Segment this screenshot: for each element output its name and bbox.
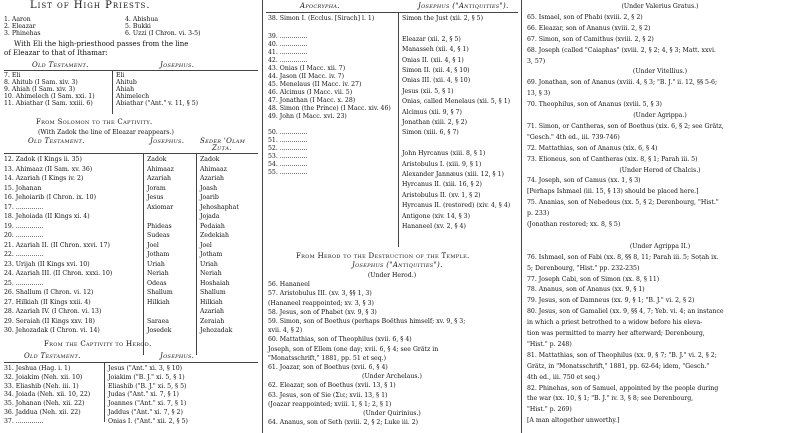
table-row: 25. .............. (4, 279, 44, 287)
list-item: the war (xx. 10, § 1; "B. J." iv. 3, § 8; see Derenbourg, (527, 395, 694, 403)
list-item: Grätz, in "Monatsschrift," 1881, pp. 62-64; idem, "Gesch." (527, 362, 710, 370)
list-item: 1. Aaron (4, 16, 31, 23)
table-row: Zeraiah (200, 317, 225, 325)
section-subheading: (Under Agrippa.) (633, 112, 687, 119)
table-row: Alcimus (xii. 9, § 7) (402, 108, 462, 116)
list-item: p. 233) (527, 210, 550, 218)
table-row: 26. Shallum (I Chron. vi. 12) (4, 289, 94, 296)
table-row: 47. Jonathan (I Macc. x. 28) (268, 97, 356, 104)
table-row: Hyrcanus II. (xiii. 16, § 2) (402, 181, 482, 189)
table-row: 50. .............. (268, 129, 308, 136)
list-item: 6. Uzzi (I Chron. vi. 3-5) (125, 30, 201, 37)
section-subheading: (Under Valerius Gratus.) (621, 3, 699, 10)
table-row: Neriah (147, 270, 169, 277)
section-subheading: (Under Herod.) (367, 272, 417, 279)
rule (266, 12, 518, 13)
table-row: Abiathar ("Ant." v. 11, § 5) (116, 100, 199, 107)
table-row: Uriah (147, 260, 165, 268)
column-divider (262, 0, 263, 433)
table-row: Phideas (147, 222, 172, 230)
table-row: 34. Joiada (Neh. xii. 10, 22) (4, 391, 91, 399)
table-row: Eliashib ("B. J." xi. 5, § 5) (108, 382, 187, 390)
table-row: 16. Jehoiarib (I Chron. ix. 10) (4, 194, 97, 201)
table-divider (112, 70, 113, 114)
table-row: Joram (147, 184, 166, 192)
list-item: (Joazar reappointed; xviii. 1, § 1; 2, § 1) (268, 400, 392, 408)
list-item: 67. Simon, son of Camithus (xviii. 2, § 2) (527, 35, 654, 43)
header-josephus: Josephus. (160, 61, 195, 69)
list-item: 78. Ananus, son of Ananus (xx. 9, § 1) (527, 286, 645, 294)
header-seder-olam: Seder 'Olam (200, 137, 246, 145)
header-apocrypha: Apocrypha. (300, 2, 340, 10)
table-row: 7. Eli (4, 72, 21, 79)
list-item: 13, § 3) (527, 90, 551, 98)
list-item: 77. Joseph Cabi, son of Simon (xx. 8, § 11) (527, 275, 660, 283)
list-item: [A man altogether unworthy.] (527, 417, 620, 425)
table-row: 35. Johanan (Neh. xii. 22) (4, 400, 85, 408)
list-item: 5. Bukki (125, 23, 151, 30)
table-row: Josedek (147, 327, 172, 334)
header-josephus: Josephus. (160, 352, 195, 360)
table-row: Jaddus ("Ant." xi. 7, § 2) (108, 409, 183, 416)
column-divider (521, 0, 522, 433)
table-row: Jesus ("Ant." xi. 3, § 10) (108, 365, 183, 372)
note-eli-2: of Eleazar to that of Ithamar: (4, 49, 108, 57)
table-row: Jesus (xii. 5, § 1) (402, 87, 454, 95)
table-row: 53. .............. (268, 153, 308, 160)
table-row: 39. .............. (268, 33, 308, 40)
table-divider (143, 153, 144, 355)
header-seder-olam-2: Zuṭa. (212, 144, 232, 152)
list-item: Joseph, son of Ellem (one day; xvii. 6, § 4; see Grätz in (268, 345, 439, 353)
list-item: "Hist." p. 269) (527, 406, 572, 414)
list-item: 2. Eleazar (4, 23, 36, 30)
table-row: 44. Jason (II Macc. iv. 7) (268, 73, 345, 80)
table-row: 40. .............. (268, 41, 308, 48)
table-row: Jesus (147, 194, 164, 201)
list-item: 56. Hananeel (268, 281, 310, 289)
list-item: 3. Phinehas (4, 30, 41, 37)
table-row: 28. Azariah IV. (I Chron. vi. 13) (4, 308, 102, 315)
section-subheading: (Under Vitellius.) (632, 68, 688, 76)
table-row: 11. Abiathar (I Sam. xxiii. 6) (4, 100, 93, 107)
note-zadok: (With Zadok the line of Eleazar reappears.) (38, 129, 174, 136)
list-item: 63. Jesus, son of Sie (Σιε; xvii. 13, § 1) (268, 391, 388, 399)
table-row: 38. Simon I. (Ecclus. [Sirach] l. 1) (268, 15, 375, 22)
table-row: Hilkiah (147, 298, 170, 306)
header-old-testament: Old Testament. (24, 352, 81, 360)
title-high-priests: List of High Priests. (30, 0, 151, 11)
table-row: 24. Azariah III. (II Chron. xxxi. 10) (4, 270, 113, 277)
rule (4, 362, 258, 363)
table-row: Joel (147, 241, 159, 249)
table-row: 48. Simon (the Prince) (I Macc. xiv. 46) (268, 105, 391, 112)
table-row: Antigone (xiv. 14, § 3) (402, 212, 471, 220)
table-row: Uriah (200, 260, 218, 268)
table-row: Hoshaiah (200, 279, 230, 287)
section-herod-temple: From Herod to the Destruction of the Temple. (296, 252, 470, 260)
table-row: Azariah (200, 175, 225, 182)
table-row: 55. .............. (268, 169, 308, 176)
list-item: 74. Joseph, son of Camus (xx. 1, § 3) (527, 177, 641, 185)
table-row: Ahimaaz (200, 165, 227, 173)
section-captivity-herod: From the Captivity to Herod. (44, 340, 152, 348)
table-row: Simon II. (xii. 4, § 10) (402, 67, 470, 74)
table-row: 49. John (I Macc. xvi. 23) (268, 113, 347, 120)
list-item: 79. Jesus, son of Damneus (xx. 9, § 1; "B. J." vi. 2, § 2) (527, 297, 695, 305)
table-row: 46. Alcimus (I Macc. vii. 5) (268, 89, 353, 96)
table-row: 43. Onias (I Macc. xii. 7) (268, 65, 346, 72)
list-item: 66. Eleazar, son of Ananus (xviii. 2, § 2) (527, 24, 651, 32)
list-item: 75. Ananias, son of Nebedeus (xx. 5, § 2; Derenbourg, "Hist." (527, 199, 719, 207)
table-row: Joannes ("Ant." xi. 7, § 1) (108, 400, 187, 408)
table-row: Jojada (200, 213, 220, 220)
list-item: 61. Joazar, son of Boethus (xvii. 6, § 4) (268, 364, 388, 371)
table-row: 45. Menelaus (II Macc. iv. 27) (268, 81, 362, 88)
table-row: Judas ("Ant." xi. 7, § 1) (108, 391, 179, 399)
list-item: 5; Derenbourg, "Hist." pp. 232-235) (527, 264, 640, 272)
table-row: Azariah (147, 175, 172, 182)
list-item: 69. Jonathan, son of Ananus (xviii. 4, § 3; "B. J." ii. 12, §§ 5-6; (527, 79, 718, 87)
list-item: 81. Mattathias, son of Theophilus (xx. 9, § 7; "B. J." vi. 2, § 2; (527, 351, 717, 359)
table-row: Jotham (147, 251, 170, 258)
table-row: Saraea (147, 317, 169, 325)
table-row: 36. Jaddua (Neh. xii. 22) (4, 409, 81, 416)
table-divider (196, 153, 197, 355)
table-divider (104, 362, 105, 422)
list-item: 3, 57) (527, 57, 546, 65)
table-row: 17. .............. (4, 203, 44, 211)
table-row: Joel (200, 241, 212, 249)
table-row: 51. .............. (268, 137, 308, 144)
table-row: Hyrcanus II. (restored) (xiv. 4, § 4) (402, 202, 511, 210)
table-row: Sudeas (147, 232, 170, 239)
table-row: Simon (xiii. 6, § 7) (402, 129, 459, 137)
table-row: 19. .............. (4, 222, 44, 230)
table-row: Ahimelech (116, 93, 150, 100)
note-eli-1: With Eli the high-priesthood passes from the line (14, 40, 189, 48)
table-row: Shallum (200, 289, 226, 296)
list-item: 70. Theophilus, son of Ananus (xviii. 5, § 3) (527, 101, 662, 109)
list-item: "Hist." p. 248) (527, 340, 572, 348)
table-row: 30. Jehozadak (I Chron. vi. 14) (4, 327, 100, 334)
list-item: (Jonathan restored; xx. 8, § 5) (527, 221, 621, 228)
table-row: 41. .............. (268, 49, 308, 56)
table-row: Pedaiah (200, 222, 225, 230)
table-divider (398, 12, 399, 247)
list-item: 68. Joseph (called "Caiaphas" (xviii. 2, § 2; 4, § 3; Matt. xxvi. (527, 46, 716, 54)
table-row: Onias, called Menelaus (xii. 5, § 1) (402, 98, 511, 106)
table-row: 15. Johanan (4, 184, 42, 192)
rule (4, 153, 258, 154)
table-row: Joarib (200, 194, 219, 201)
table-row: 18. Jehoiada (II Kings xi. 4) (4, 213, 90, 220)
list-item: "Gesch." 4th ed., iii. 739-746) (527, 133, 620, 141)
table-row: Alexander Jannæus (xiii. 12, § 1) (402, 171, 504, 178)
table-row: Jotham (200, 251, 223, 258)
list-item: 80. Jesus, son of Gamaliel (xx. 9, §§ 4, 7; Yeb. vi. 4; an instance (527, 308, 724, 316)
table-row: Aristobulus I. (xiii. 9, § 1) (402, 160, 482, 168)
table-row: Neriah (200, 270, 222, 277)
table-row: Joiakim ("B. J." xi. 5, § 1) (108, 373, 185, 381)
section-subheading: (Under Quirinius.) (363, 410, 421, 417)
table-row: 29. Seraiah (II Kings xxv. 18) (4, 317, 95, 325)
list-item: 62. Eleazar, son of Boethus (xvii. 13, § 1) (268, 382, 396, 390)
table-row: Azariah (200, 308, 225, 315)
list-item: 65. Ismael, son of Phabi (xviii. 2, § 2) (527, 13, 643, 21)
table-row: John Hyrcanus (xiii. 8, § 1) (402, 150, 486, 158)
table-row: 21. Azariah II. (II Chron. xxvi. 17) (4, 241, 110, 249)
list-item: 72. Mattathias, son of Ananus (xix. 6, § 4) (527, 144, 658, 152)
table-row: Ahitub (116, 79, 137, 86)
table-row: Shallum (147, 289, 173, 296)
table-row: Hananeel (xv. 2, § 4) (402, 223, 466, 230)
header-josephus-antiquities: Josephus ("Antiquities"). (352, 261, 443, 269)
table-row: 20. .............. (4, 232, 44, 239)
list-item: 82. Phinehas, son of Samuel, appointed by the people during (527, 384, 719, 392)
table-row: Aristobulus II. (xv. 1, § 2) (402, 191, 481, 199)
table-row: 32. Joiakim (Neh. xii. 10) (4, 373, 83, 381)
section-subheading: (Under Archelaus.) (362, 373, 422, 381)
table-row: Jehoshaphat (200, 203, 239, 211)
list-item: 73. Elioneus, son of Cantheras (xix. 8, § 1; Parah iii. 5) (527, 155, 698, 163)
header-old-testament: Old Testament. (32, 61, 89, 69)
section-subheading: (Under Herod of Chalcis.) (619, 166, 701, 174)
table-row: 8. Ahitub (I Sam. xiv. 3) (4, 79, 78, 86)
table-row: 14. Azariah (I Kings iv. 2) (4, 175, 84, 182)
table-row: Simon the Just (xii. 2, § 5) (402, 15, 484, 22)
header-old-testament: Old Testament. (28, 137, 85, 145)
list-item: 4. Abishua (125, 16, 159, 23)
list-item: "Monatsschrift," 1881, pp. 51 et seq.) (268, 354, 387, 362)
table-row: Eleazar (xii. 2, § 5) (402, 35, 461, 43)
table-row: Ahiah (116, 86, 135, 93)
table-row: Onias I. ("Ant." xii. 2, § 5) (108, 417, 188, 425)
list-item: 76. Ishmael, son of Fabi (xx. 8, §§ 8, 11; Parah iii. 5; Soṭah ix. (527, 253, 719, 261)
list-item: [Perhaps Ishmael (iii. 15, § 13) should be placed here.] (527, 188, 699, 196)
list-item: in which a priest betrothed to a widow before his eleva- (527, 319, 703, 327)
table-row: Zedekiah (200, 232, 229, 239)
table-row: 37. .............. (4, 417, 44, 425)
header-josephus-antiquities: Josephus ("Antiquities"). (418, 2, 509, 10)
list-item: 58. Jesus, son of Phabet (xv. 9, § 3) (268, 308, 377, 316)
table-row: Jonathan (xiii. 2, § 2) (402, 119, 468, 126)
table-row: Axiomar (147, 203, 174, 211)
list-item: 4th ed., iii. 750 et seq.) (527, 373, 600, 381)
table-row: Ahimaaz (147, 165, 174, 173)
list-item: tion was permitted to marry her afterward; Derenbourg, (527, 330, 705, 337)
section-subheading: (Under Agrippa II.) (629, 242, 691, 250)
section-solomon: From Solomon to the Captivity. (36, 118, 153, 126)
table-row: 23. Urijah (II Kings xvi. 10) (4, 260, 90, 268)
table-row: 13. Ahimaaz (II Sam. xv. 36) (4, 165, 93, 173)
table-row: 27. Hilkiah (II Kings xxii. 4) (4, 298, 91, 306)
table-row: Zadok (200, 156, 220, 163)
table-row: Jehozadak (200, 327, 233, 334)
table-row: Eli (116, 72, 125, 79)
table-row: 52. .............. (268, 145, 308, 152)
table-row: 22. .............. (4, 251, 44, 258)
table-row: Hilkiah (200, 298, 223, 306)
rule (4, 70, 258, 71)
list-item: 60. Mattathias, son of Theophilus (xvii. 6, § 4) (268, 336, 412, 344)
list-item: xvii. 4, § 2) (268, 327, 303, 335)
list-item: 59. Simon, son of Boethus (perhaps Boëthus himself; xv. 9, § 3; (268, 318, 466, 325)
table-row: 9. Ahiah (I Sam. xiv. 3) (4, 86, 76, 93)
header-josephus: Josephus. (150, 137, 185, 145)
table-row: Manasseh (xii. 4, § 1) (402, 46, 469, 54)
table-row: 42. .............. (268, 57, 308, 64)
list-item: (Hananeel reappointed; xv. 3, § 3) (268, 299, 374, 307)
list-item: 57. Aristobulus III. (xv. 3, §§ 1, 3) (268, 290, 372, 298)
table-row: Zadok (147, 156, 167, 163)
table-row: 33. Eliashib (Neh. iii. 1) (4, 382, 79, 390)
table-row: 31. Jeshua (Hag. i. 1) (4, 365, 71, 372)
table-row: 12. Zadok (I Kings ii. 35) (4, 156, 82, 163)
table-row: 54. .............. (268, 161, 308, 168)
list-item: 71. Simon, or Cantheras, son of Boethus (xix. 6, § 2; see Grätz, (527, 122, 724, 130)
list-item: 64. Ananus, son of Seth (xviii. 2, § 2; Luke iii. 2) (268, 419, 419, 427)
table-row: Joash (200, 184, 218, 192)
table-row: Onias III. (xii. 4, § 10) (402, 77, 471, 85)
table-row: 10. Ahimelech (I Sam. xxi. 1) (4, 93, 95, 100)
table-row: Odeas (147, 279, 167, 287)
table-row: Onias II. (xii. 4, § 1) (402, 56, 464, 64)
